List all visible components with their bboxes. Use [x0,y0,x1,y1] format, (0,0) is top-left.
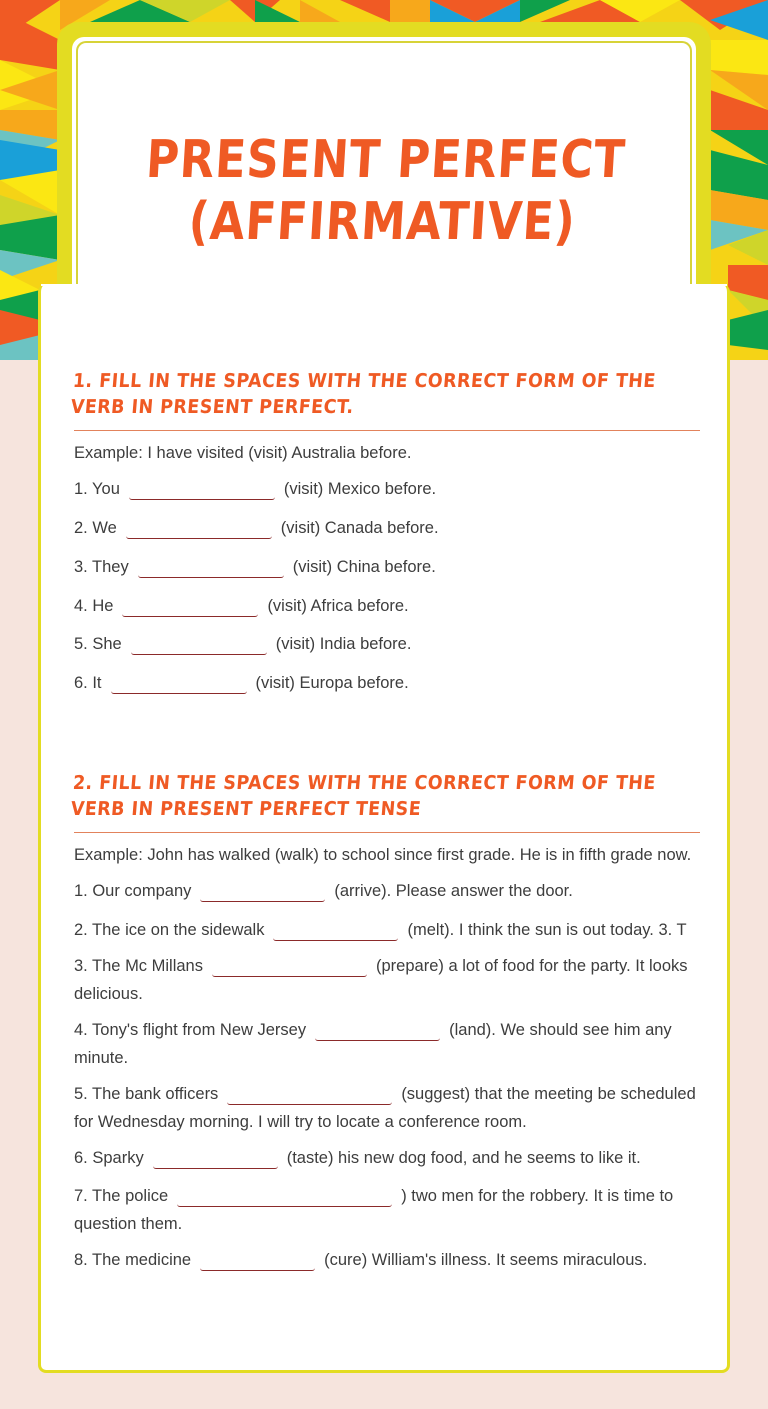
title-card [57,22,711,312]
answer-blank[interactable] [227,1082,392,1105]
answer-blank[interactable] [122,594,258,617]
worksheet-card [38,284,730,1373]
section-2-divider [74,832,700,833]
answer-blank[interactable] [212,954,367,977]
answer-blank[interactable] [177,1184,392,1207]
answer-blank[interactable] [153,1146,278,1169]
answer-blank[interactable] [315,1018,440,1041]
title-card-inner [72,37,696,312]
exercise-item: 1. Our company (arrive). Please answer the door. [74,877,700,905]
section-1-divider [74,430,700,431]
section-2-heading: 2. FILL IN THE SPACES WITH THE CORRECT FORM OF THE VERB IN PRESENT PERFECT TENSE [69,772,657,820]
answer-blank[interactable] [273,918,398,941]
exercise-item: 6. Sparky (taste) his new dog food, and he seems to like it. [74,1144,700,1172]
section-1-example: Example: I have visited (visit) Australia before. [74,444,412,462]
answer-blank[interactable] [138,555,284,578]
page-title-line-2: (AFFIRMATIVE) [186,192,578,252]
exercise-item: 2. The ice on the sidewalk (melt). I think the sun is out today. 3. T [74,916,700,944]
exercise-item: 1. You (visit) Mexico before. [74,475,700,503]
answer-blank[interactable] [129,477,275,500]
exercise-item: 4. He (visit) Africa before. [74,592,700,620]
exercise-item: 6. It (visit) Europa before. [74,669,700,697]
exercise-section-1 [69,368,700,697]
page-title [112,129,656,253]
exercise-item: 7. The police ) two men for the robbery. It is time to question them. [74,1182,700,1238]
exercise-item: 3. They (visit) China before. [74,553,700,581]
exercise-item: 5. The bank officers (suggest) that the meeting be scheduled for Wednesday morning. I will try to locate a conference room. [74,1080,700,1136]
exercise-item: 5. She (visit) India before. [74,630,700,658]
answer-blank[interactable] [200,879,325,902]
section-2-example: Example: John has walked (walk) to school since first grade. He is in fifth grade now. [74,846,692,864]
answer-blank[interactable] [131,632,267,655]
exercise-item: 8. The medicine (cure) William's illness. It seems miraculous. [74,1246,700,1274]
answer-blank[interactable] [200,1248,315,1271]
exercise-item: 4. Tony's flight from New Jersey (land). We should see him any minute. [74,1016,700,1072]
page-title-line-1: PRESENT PERFECT [144,130,628,190]
section-1-heading: 1. FILL IN THE SPACES WITH THE CORRECT FORM OF THE VERB IN PRESENT PERFECT. [69,370,657,418]
answer-blank[interactable] [126,516,272,539]
answer-blank[interactable] [111,671,247,694]
exercise-item: 2. We (visit) Canada before. [74,514,700,542]
exercise-item: 3. The Mc Millans (prepare) a lot of food for the party. It looks delicious. [74,952,700,1008]
exercise-section-2 [69,770,700,1274]
